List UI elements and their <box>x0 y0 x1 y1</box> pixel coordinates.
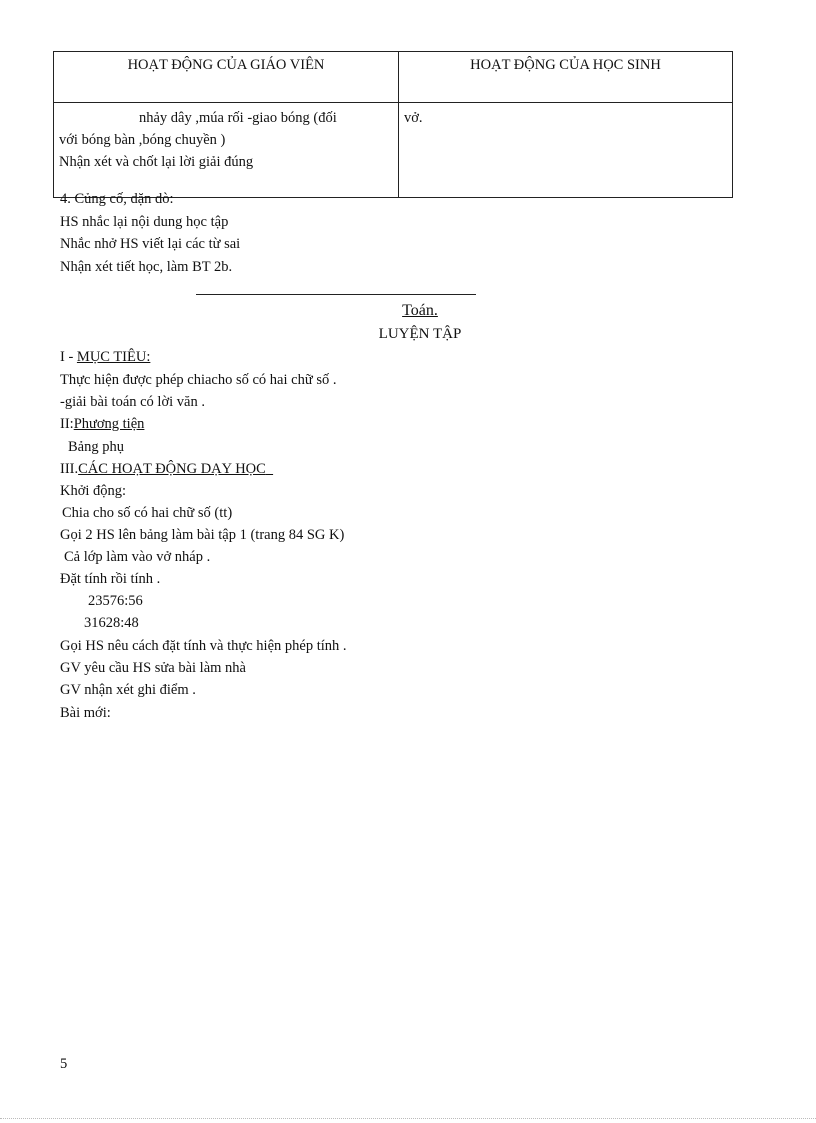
activities-table <box>53 51 733 198</box>
wrapup-line: HS nhắc lại nội dung học tập <box>60 214 229 230</box>
section1-prefix: I - <box>60 349 77 365</box>
section3-prefix: III. <box>60 461 79 477</box>
lesson-title: LUYỆN TẬP <box>378 326 462 342</box>
section1-title: MỤC TIÊU: <box>76 349 151 365</box>
section2-line: Bảng phụ <box>68 439 124 455</box>
section3-line: Gọi HS nêu cách đặt tính và thực hiện phép tính . <box>60 638 347 654</box>
lesson-subject: Toán. <box>402 302 438 319</box>
student-activity-header: HOẠT ĐỘNG CỦA HỌC SINH <box>399 52 733 103</box>
wrapup-heading: 4. Củng cố, dặn dò: <box>60 191 174 207</box>
section2-heading <box>60 415 144 433</box>
section3-line: Chia cho số có hai chữ số (tt) <box>62 505 233 521</box>
section3-line: 31628:48 <box>84 615 139 631</box>
section3-line: Gọi 2 HS lên bảng làm bài tập 1 (trang 84 SG K) <box>60 527 345 543</box>
teacher-activity-header: HOẠT ĐỘNG CỦA GIÁO VIÊN <box>54 52 399 103</box>
section3-line: Đặt tính rồi tính . <box>60 571 161 587</box>
table-row <box>54 103 733 198</box>
student-activity-cell <box>399 103 733 198</box>
section3-line: GV yêu cầu HS sửa bài làm nhà <box>60 660 246 676</box>
section3-line: 23576:56 <box>88 593 143 609</box>
section3-heading <box>60 460 273 478</box>
section3-line: GV nhận xét ghi điểm . <box>60 682 196 698</box>
page-number: 5 <box>60 1056 68 1072</box>
wrapup-line: Nhắc nhở HS viết lại các từ sai <box>60 236 241 252</box>
teacher-activity-line: Nhận xét và chốt lại lời giải đúng <box>59 154 254 170</box>
section1-line: Thực hiện được phép chiacho số có hai chữ số . <box>60 372 337 388</box>
section1-heading <box>60 348 150 366</box>
page-bottom-edge <box>0 1118 816 1119</box>
section-divider <box>196 294 476 295</box>
table-header-row <box>54 52 733 103</box>
section3-line: Khởi động: <box>60 483 127 499</box>
teacher-activity-line: với bóng bàn ,bóng chuyền ) <box>59 132 226 148</box>
teacher-activity-cell <box>54 103 399 198</box>
teacher-activity-line: nhảy dây ,múa rối -giao bóng (đối <box>139 110 337 126</box>
wrapup-line: Nhận xét tiết học, làm BT 2b. <box>60 259 233 275</box>
section2-title: Phương tiện <box>73 416 145 432</box>
section3-line: Cả lớp làm vào vở nháp . <box>64 549 211 565</box>
section3-line: Bài mới: <box>60 705 111 721</box>
section2-prefix: II: <box>60 416 74 432</box>
section1-line: -giải bài toán có lời văn . <box>60 394 205 410</box>
section3-title: CÁC HOẠT ĐỘNG DẠY HỌC <box>78 461 266 477</box>
student-activity-line: vở. <box>404 110 423 126</box>
